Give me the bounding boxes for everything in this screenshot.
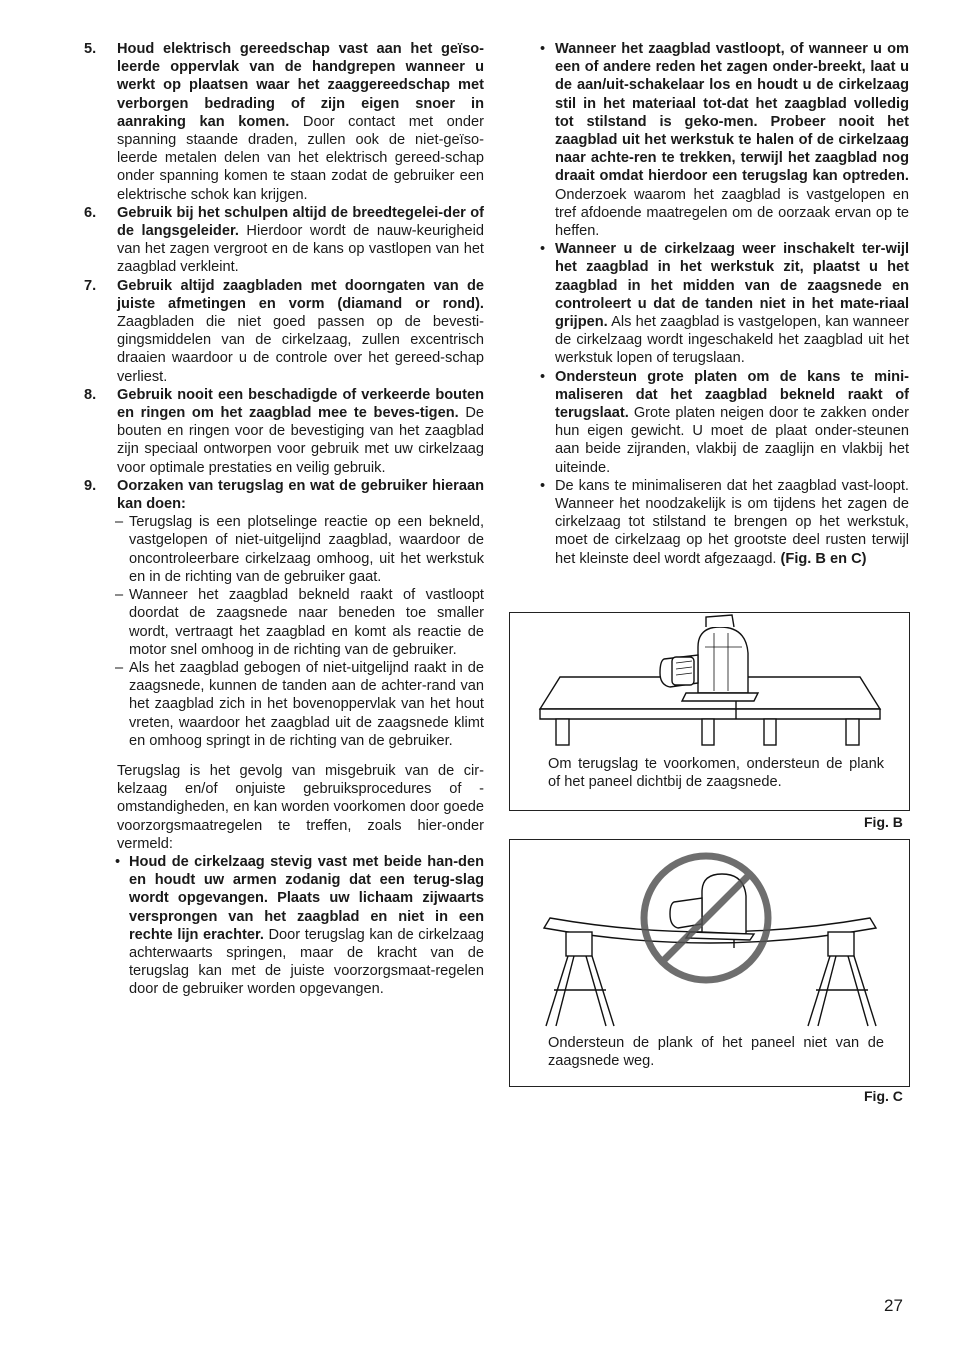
item-text: Door contact met onder spanning staande draden, zullen ook de niet-geïso-leerde metalen delen van het elektrisch gereed-schap onder spanning komen te staan zodat de gebruiker een elektrische schok kan krijgen. (117, 113, 484, 203)
saw-base-plate (686, 932, 754, 940)
figure-reference: (Fig. B en C) (776, 550, 867, 567)
figure-b-label: Fig. B (864, 814, 903, 830)
bullet-marker: • (115, 853, 121, 870)
bullet-bold-text: Houd de cirkelzaag stevig vast met beide han-den en houdt uw armen zodanig dat een terug-slag wordt opgevangen. Plaats uw lichaam zijwaarts versprongen van het zaagblad en niet in een rechte lijn erachter. (129, 853, 484, 943)
page-number: 27 (884, 1296, 903, 1315)
item-bold-text: Oorzaken van terugslag en wat de gebruiker hieraan kan doen: (117, 477, 484, 513)
item-text: Hierdoor wordt de nauw-keurigheid van het zagen vergroot en de kans op vastlopen van het zaagblad verkleint. (117, 223, 484, 276)
dash-text: Als het zaagblad gebogen of niet-uitgelijnd raakt in de zaagsnede, kunnen de tanden aan de achter-rand van het zaagblad zich in het bovenoppervlak van het hout vreten, waardoor het zaagblad uit de zaagsnede klimt en omhoog springt in de richting van de gebruiker. (129, 659, 484, 749)
item-text: De bouten en ringen voor de bevestiging van het zaagblad zijn speciaal ontworpen voor gebruik met uw cirkelzaag voor optimale prestaties en veilig gebruik. (117, 405, 484, 476)
dash-item (84, 586, 484, 659)
item-text: Zaagbladen die niet goed passen op de bevesti-gingsmiddelen van de cirkelzaag, zullen excentrisch draaien waardoor u de controle over het gereed-schap verliest. (117, 314, 484, 385)
bullet-marker: • (540, 41, 546, 57)
bullet-text: De kans te minimaliseren dat het zaagblad vast-loopt. Wanneer het noodzakelijk is om tijdens het zagen de cirkelzaag tot stilstand te brengen op het werkstuk, moet de cirkelzaag op het grootste deel rusten terwijl het kleinste deel wordt afgezaagd. (555, 477, 909, 567)
support-block (556, 719, 569, 745)
bullet-item (538, 477, 909, 568)
item-bold-text: Gebruik altijd zaagbladen met doorngaten van de juiste afmetingen en vorm (diamand or rond). (117, 277, 484, 312)
figure-c-label: Fig. C (864, 1088, 903, 1104)
bullet-item (538, 368, 909, 477)
item-number: 9. (84, 477, 97, 494)
support-block (764, 719, 776, 745)
sawhorse-right (808, 932, 876, 1026)
bullet-text: Als het zaagblad is vastgelopen, kan wanneer de cirkelzaag wordt ingeschakeld het zaagblad uit het werkstuk lopen of terugslaan. (555, 314, 909, 367)
dash-text: Wanneer het zaagblad bekneld raakt of vastloopt doordat de zaagsnede naar beneden toe smaller wordt, vertraagt het zaagblad en komt als reactie de motor snel omhoog in de richting van de gebruiker. (129, 587, 484, 658)
list-item-5 (84, 40, 484, 204)
dash-text: Terugslag is een plotselinge reactie op een bekneld, vastgelopen of niet-uitgelijnd zaagblad, waardoor de oncontroleerbare cirkelzaag omhoog, uit het werkstuk en in de richting van de gebruiker gaat. (129, 514, 484, 585)
saw-blade-guard (698, 627, 748, 693)
board-edge (540, 709, 880, 719)
item-bold-text: Gebruik bij het schulpen altijd de breedtegelei-der of de langsgeleider. (117, 204, 484, 240)
dash-marker: – (115, 514, 124, 531)
saw-base-plate (682, 693, 758, 701)
bullet-text: Door terugslag kan de cirkelzaag achterwaarts springen, maar de kracht van de terugslag kan met de juiste voorzorgsmaat-regelen door de gebruiker worden opgevangen. (129, 926, 485, 998)
list-item-9 (84, 477, 484, 513)
right-column (538, 40, 909, 568)
bullet-marker: • (540, 368, 546, 385)
figure-b-box (509, 612, 910, 811)
item-number: 8. (84, 386, 97, 403)
bullet-item (84, 853, 484, 999)
left-column (84, 40, 484, 999)
sawhorse-left (546, 932, 614, 1026)
bullet-item (538, 240, 909, 367)
bullet-text: Grote platen neigen door te zakken onder hun eigen gewicht. U moet de plaat onder-steunen aan beide zijranden, vlakbij de zaaglijn en vlakbij het uiteinde. (555, 405, 909, 476)
saw-handle (706, 615, 734, 627)
list-item-7 (84, 277, 484, 386)
bullet-marker: • (540, 477, 546, 494)
bullet-bold-text: Ondersteun grote platen om de kans te mini-maliseren dat het zaagblad bekneld raakt of terugslaat. (555, 368, 909, 422)
kickback-paragraph: Terugslag is het gevolg van misgebruik van de cir-kelzaag en/of onjuiste gebruiksprocedures of -omstandigheden, en kan worden voorkomen door goede voorzorgsmaatregelen te treffen, zoals hier-onder vermeld: (117, 762, 484, 852)
item-bold-text: Gebruik nooit een beschadigde of verkeerde bouten en ringen om het zaagblad mee te beves-tigen. (117, 386, 484, 422)
bullet-bold-text: Wanneer u de cirkelzaag weer inschakelt ter-wijl het zaagblad in het werkstuk zit, plaatst u het zaagblad in het midden van de zaagsnede en controleert u dat de tanden niet in het mate-riaal grijpen. (555, 241, 909, 331)
dash-marker: – (115, 587, 124, 604)
support-block (702, 719, 714, 745)
list-item-8 (84, 386, 484, 477)
item-number: 7. (84, 277, 97, 294)
figure-c-caption: Ondersteun de plank of het paneel niet van de zaagsnede weg. (548, 1035, 884, 1070)
bullet-text: Onderzoek waarom het zaagblad is vastgelopen en tref afdoende maatregelen om de oorzaak ervan op te heffen. (555, 186, 909, 240)
item-number: 5. (84, 41, 97, 57)
figure-b-caption: Om terugslag te voorkomen, ondersteun de plank of het paneel dichtbij de zaagsnede. (548, 756, 884, 791)
prohibition-icon (644, 856, 768, 980)
item-number: 6. (84, 204, 97, 221)
dash-item (84, 513, 484, 586)
bullet-item (538, 40, 909, 240)
figure-b-illustration (510, 613, 909, 753)
bullet-marker: • (540, 241, 546, 258)
item-bold-text: Houd elektrisch gereedschap vast aan het geïso-leerde oppervlak van de handgrepen wanneer u werkt op plaatsen waar het zaaggereedschap met verborgen bedrading of zijn eigen snoer in aanraking kan komen. (117, 41, 484, 130)
support-block (846, 719, 859, 745)
dash-item (84, 659, 484, 750)
list-item-6 (84, 204, 484, 277)
dash-marker: – (115, 659, 124, 676)
bullet-bold-text: Wanneer het zaagblad vastloopt, of wanneer u om een of andere reden het zagen onder-breekt, laat u de aan/uit-schakelaar los en houdt u de cirkelzaag stil in het materiaal tot-dat het zaagblad volledig tot stilstand is geko-men. Probeer nooit het zaagblad uit het werkstuk te halen of de cirkelzaag naar achte-ren te trekken, terwijl het zaagblad nog draait omdat hierdoor een terugslag kan optreden. (555, 41, 909, 185)
figure-c-box (509, 839, 910, 1087)
figure-c-illustration (510, 840, 909, 1035)
